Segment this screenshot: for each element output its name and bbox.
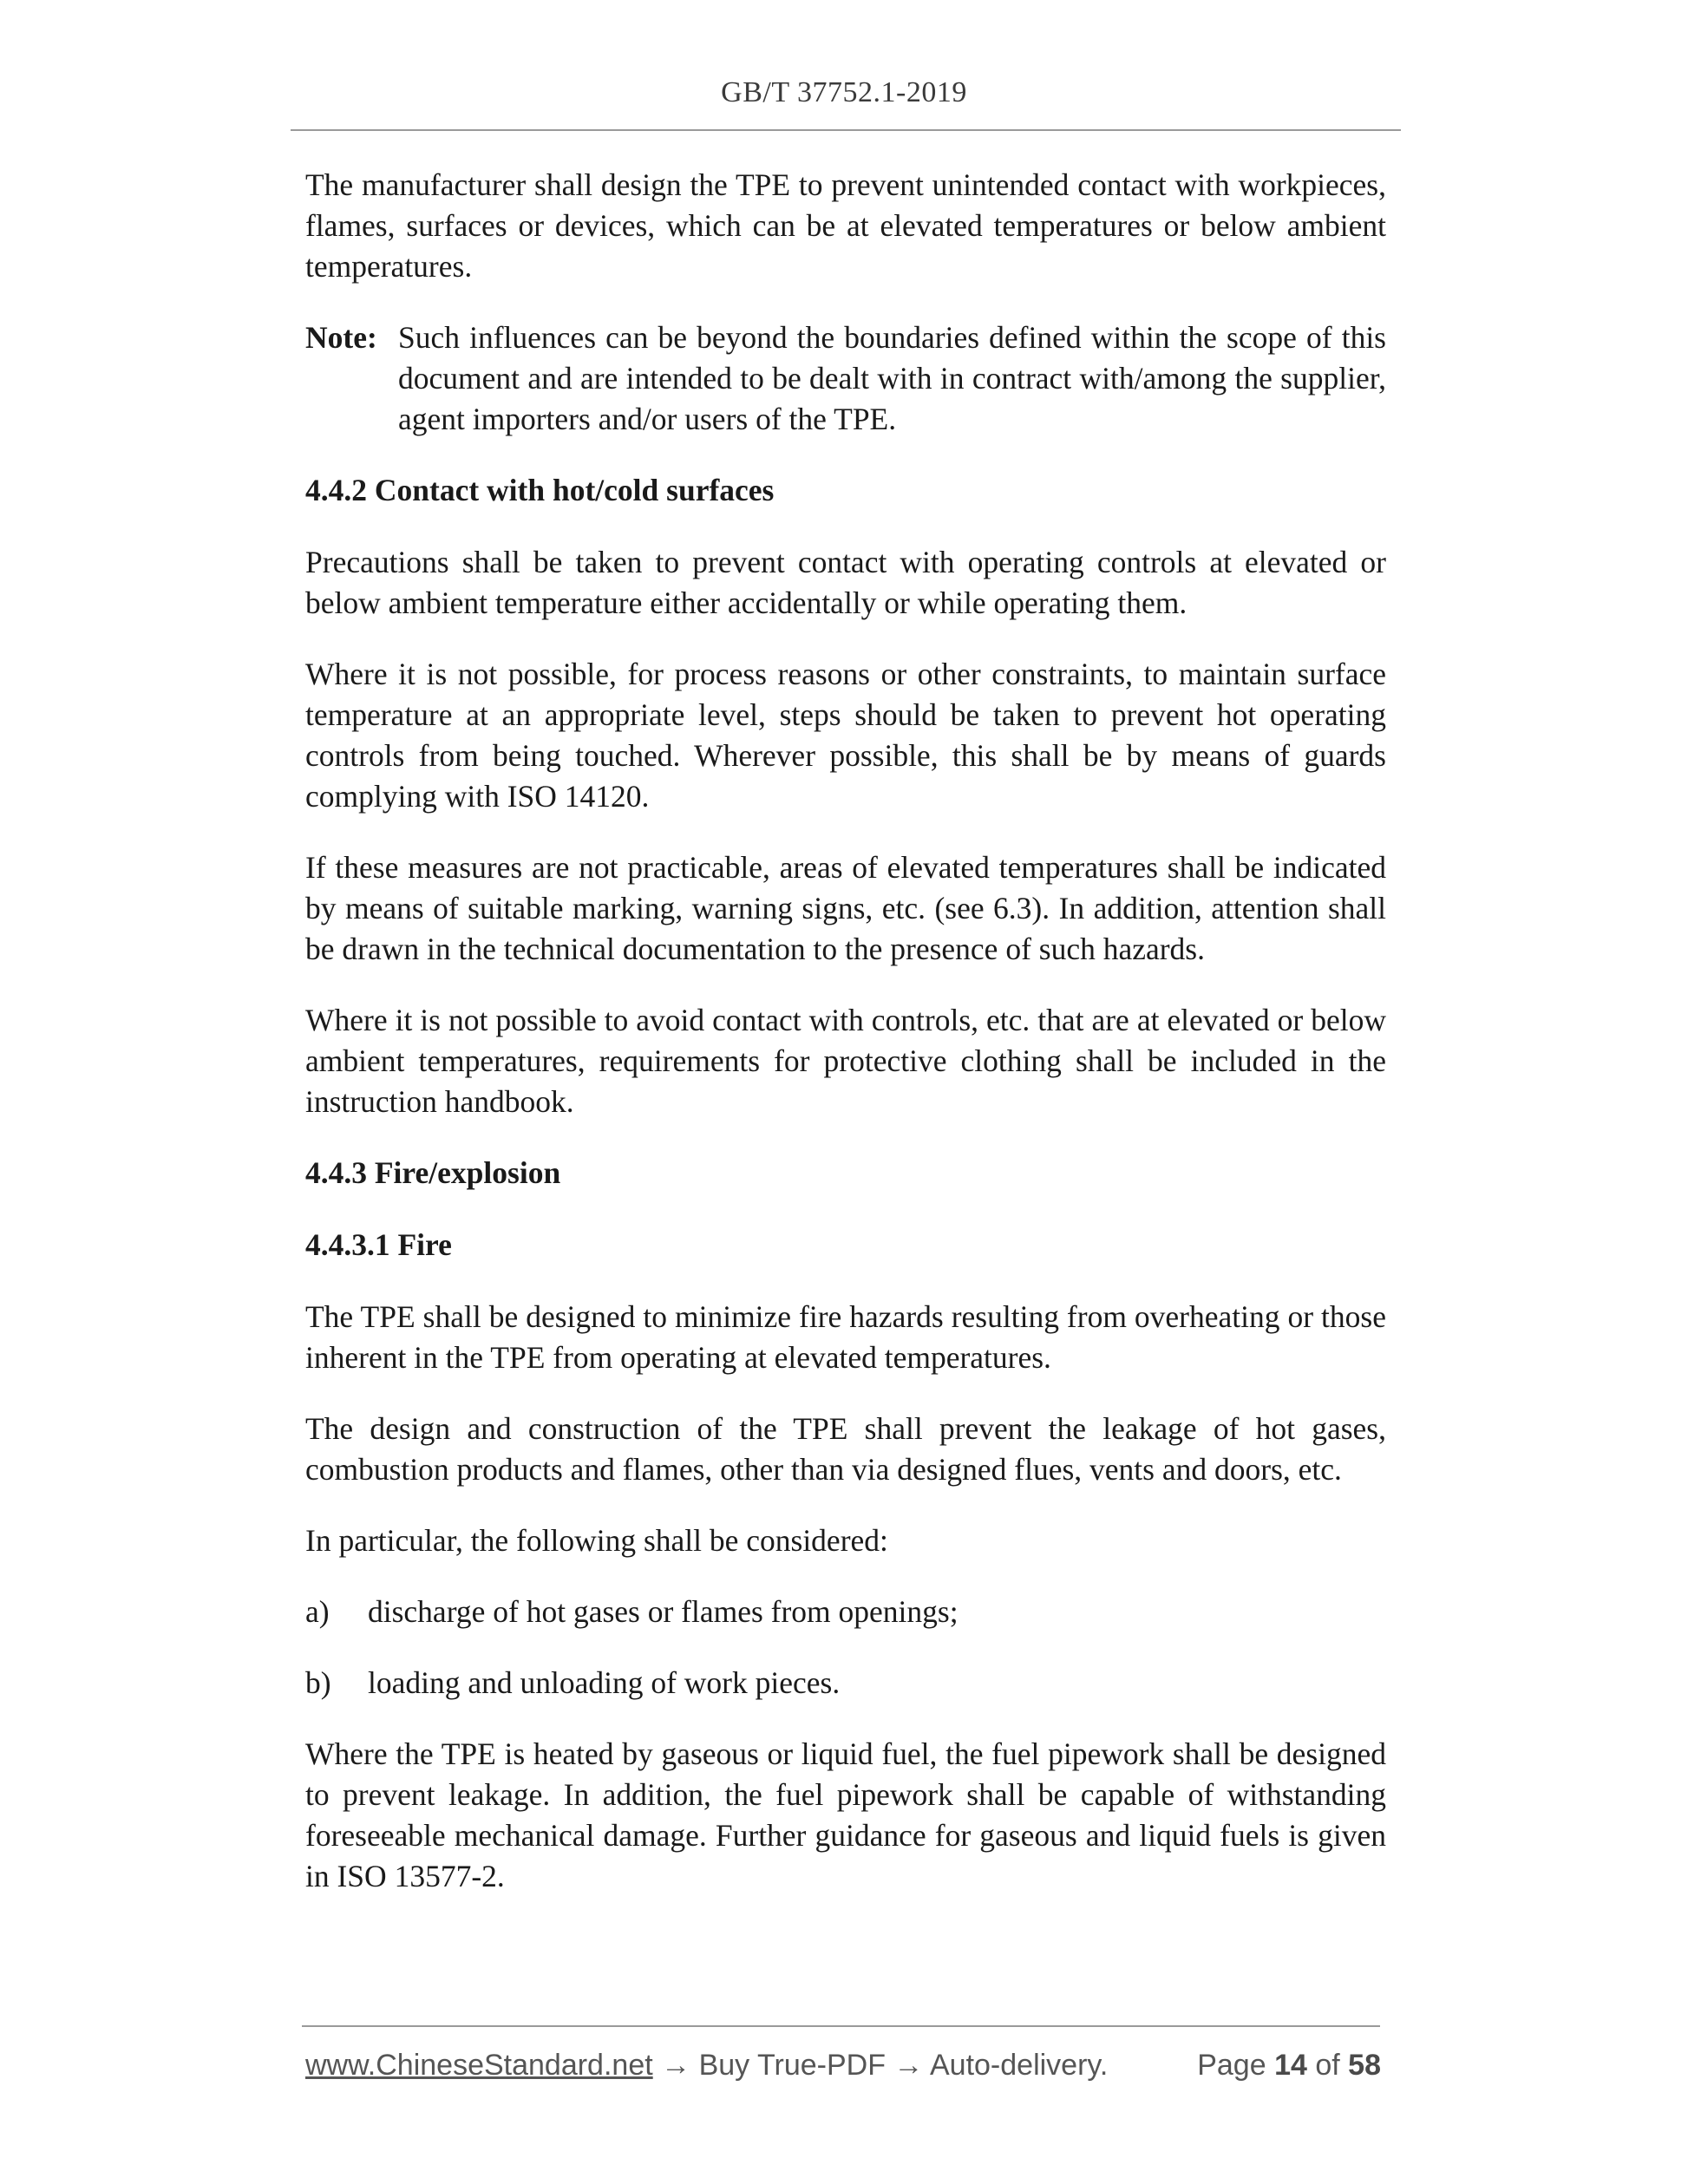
paragraph-protective-clothing: Where it is not possible to avoid contact with controls, etc. that are at elevated or below ambient temperatures, requirements for protective clothing shall be included in the instruction handbook. <box>305 1003 1386 1119</box>
footer-divider <box>302 2025 1380 2027</box>
section-heading-4-4-3: 4.4.3 Fire/explosion <box>305 1155 561 1190</box>
section-heading-4-4-3-1: 4.4.3.1 Fire <box>305 1227 452 1262</box>
page-number <box>1197 2049 1381 2083</box>
paragraph-fire-hazards: The TPE shall be designed to minimize fire hazards resulting from overheating or those inherent in the TPE from operating at elevated temperatures. <box>305 1299 1386 1375</box>
footer-promo <box>305 2049 1108 2083</box>
paragraph-surface-temperature: Where it is not possible, for process reasons or other constraints, to maintain surface temperature at an appropriate level, steps should be taken to prevent hot operating controls from being touched. Wherever possible, this shall be by means of guards complying with ISO 14120. <box>305 657 1386 814</box>
page-label: Page <box>1197 2049 1266 2082</box>
page-current: 14 <box>1274 2049 1307 2082</box>
paragraph-precautions: Precautions shall be taken to prevent contact with operating controls at elevated or below ambient temperature either accidentally or while operating them. <box>305 545 1386 620</box>
list-marker: a) <box>305 1594 330 1629</box>
paragraph-marking: If these measures are not practicable, areas of elevated temperatures shall be indicated by means of suitable marking, warning signs, etc. (see 6.3). In addition, attention shall be drawn in the technical documentation to the presence of such hazards. <box>305 850 1386 966</box>
note-label: Note: <box>305 320 377 355</box>
header-divider <box>291 129 1401 131</box>
list-item-text: loading and unloading of work pieces. <box>368 1665 841 1700</box>
promo-text: → Buy True-PDF → Auto-delivery. <box>652 2049 1109 2082</box>
paragraph-intro: The manufacturer shall design the TPE to prevent unintended contact with workpieces, flames, surfaces or devices, which can be at elevated temperatures or below ambient temperatures. <box>305 167 1386 284</box>
paragraph-leakage: The design and construction of the TPE shall prevent the leakage of hot gases, combustion products and flames, other than via designed flues, vents and doors, etc. <box>305 1411 1386 1487</box>
note-text: Such influences can be beyond the boundaries defined within the scope of this document and are intended to be dealt with in contract with/among the supplier, agent importers and/or users of the TPE. <box>398 320 1386 436</box>
paragraph-considerations: In particular, the following shall be considered: <box>305 1523 888 1558</box>
document-body <box>305 165 1386 1927</box>
section-heading-4-4-2: 4.4.2 Contact with hot/cold surfaces <box>305 473 775 507</box>
list-marker: b) <box>305 1665 331 1700</box>
page-footer <box>305 2049 1381 2083</box>
list-item <box>305 1592 1386 1632</box>
note-block <box>305 317 1386 440</box>
site-link[interactable]: www.ChineseStandard.net <box>305 2049 653 2082</box>
paragraph-fuel-pipework: Where the TPE is heated by gaseous or liquid fuel, the fuel pipework shall be designed to prevent leakage. In addition, the fuel pipework shall be capable of withstanding foreseeable mechanical damage. Further guidance for gaseous and liquid fuels is given in ISO 13577-2. <box>305 1736 1386 1893</box>
list-item-text: discharge of hot gases or flames from openings; <box>368 1594 958 1629</box>
page-of-label: of <box>1315 2049 1340 2082</box>
page-total: 58 <box>1348 2049 1381 2082</box>
page-header-standard-code: GB/T 37752.1-2019 <box>721 76 967 108</box>
list-item <box>305 1663 1386 1703</box>
